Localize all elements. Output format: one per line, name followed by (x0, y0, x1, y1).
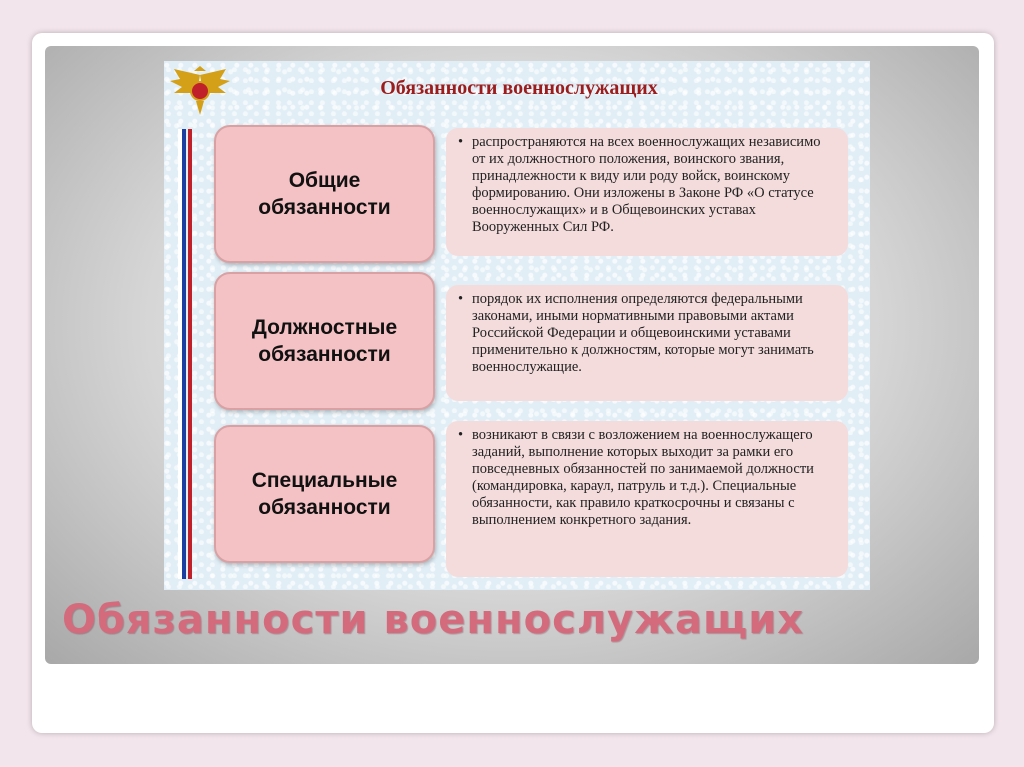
image-title: Обязанности военнослужащих (380, 77, 658, 99)
duty-desc-official (446, 285, 848, 401)
duty-box-general: Общие обязанности (214, 125, 435, 263)
bullet-icon: • (458, 134, 464, 150)
duty-desc-text: возникают в связи с возложением на военнослужащего заданий, выполнение которых выходит за рамки его повседневных обязанностей по занимаемой должности (командировка, караул, патруль и т.д.). Специальные обязанности, как правило краткосрочны и связаны с выполнением конкретного задания. (472, 427, 814, 528)
double-headed-eagle-icon (168, 65, 232, 119)
duty-desc-text: порядок их исполнения определяются федеральными законами, иными нормативными правовыми актами Российской Федерации и общевоинскими уставами применительно к должностям, которые могут занимать военнослужащие. (472, 291, 814, 375)
bullet-icon: • (458, 427, 464, 443)
duty-desc-special (446, 421, 848, 577)
duties-image (164, 61, 870, 590)
duty-box-official: Должностные обязанности (214, 272, 435, 410)
duty-desc-text: распространяются на всех военнослужащих независимо от их должностного положения, воинского звания, принадлежности к виду или роду войск, воинскому формированию. Они изложены в Законе РФ «О статусе военнослужащих» и в Общевоинских уставах Вооруженных Сил РФ. (472, 134, 821, 235)
duty-desc-general (446, 128, 848, 256)
bullet-icon: • (458, 291, 464, 307)
duty-box-special: Специальные обязанности (214, 425, 435, 563)
slide-title: Обязанности военнослужащих (62, 597, 805, 643)
flag-stripes (178, 129, 198, 579)
